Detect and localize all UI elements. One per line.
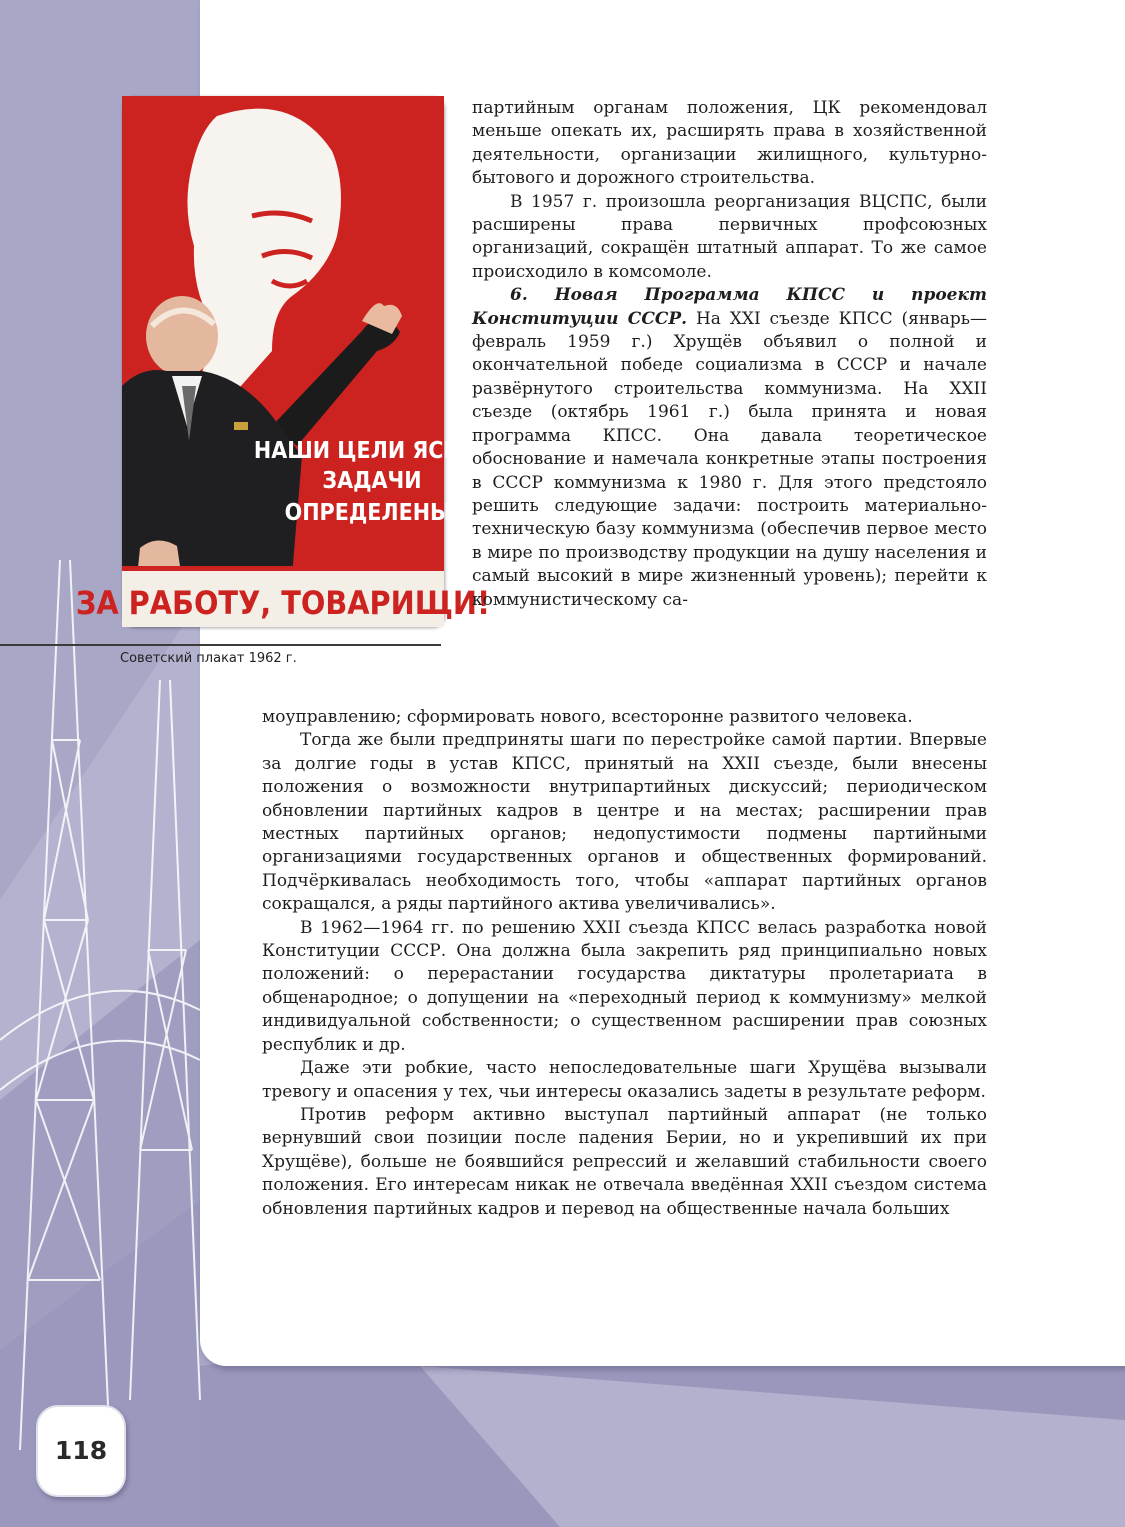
poster-banner-text: ЗА РАБОТУ, ТОВАРИЩИ! — [75, 584, 491, 622]
paragraph-2: В 1957 г. произошла реорганизация ВЦСПС, были расширены права первичных профсоюзных организаций, сокращён штатный аппарат. То же самое происходило в комсомоле. — [472, 191, 987, 282]
paragraph-5: В 1962—1964 гг. по решению XXII съезда КПСС велась разработка новой Конституции СССР. Она должна была закрепить ряд принципиально новых положений: о перерастании государства диктатуры пролетариата в общенародное; о допущении на «переходный период к коммунизму» мелкой индивидуальной собственности; о существенном расширении прав союзных республик и др. — [262, 917, 987, 1055]
poster-slogan-line-1: НАШИ ЦЕЛИ ЯСНЫ, — [253, 438, 491, 464]
caption-divider — [0, 644, 441, 646]
page-number: 118 — [36, 1405, 126, 1497]
paragraph-3-text: На XXI съезде КПСС (январь—февраль 1959 г.) Хрущёв объявил о полной и окончательной победе социализма в СССР и начале развёрнутого строительства коммунизма. На XXII съезде (октябрь 1961 г.) была принята и новая программа КПСС. Она давала теоретическое обоснование и намечала конкретные этапы построения в СССР коммунизма к 1980 г. Для этого предстояло решить следующие задачи: построить материально-техническую базу коммунизма (обеспечив первое место в мире по производству продукции на душу населения и самый высокий в мире жизненный уровень); перейти к коммунистическому са- — [472, 308, 987, 610]
figure-caption: Советский плакат 1962 г. — [120, 651, 297, 666]
paragraph-4: Тогда же были предприняты шаги по перестройке самой партии. Впервые за долгие годы в устав КПСС, принятый на XXII съезде, были внесены положения о возможности внутрипартийных дискуссий; периодическом обновлении партийных кадров в центре и на местах; расширении прав местных партийных органов; недопустимости подмены партийными организациями государственных органов и общественных формирований. Подчёркивалась необходимость того, чтобы «аппарат партийных органов сокращался, а ряды партийного актива увеличивались». — [262, 730, 987, 915]
paragraph-6: Даже эти робкие, часто непоследовательные шаги Хрущёва вызывали тревогу и опасения у тех, чьи интересы оказались задеты в результате реформ. — [262, 1058, 987, 1102]
poster-slogan-line-3: ОПРЕДЕЛЕНЫ. — [284, 500, 460, 526]
text-column-upper — [472, 97, 987, 612]
section-heading: 6. Новая Программа КПСС и проект Конституции СССР. — [472, 285, 987, 329]
paragraph-1: партийным органам положения, ЦК рекомендовал меньше опекать их, расширять права в хозяйственной деятельности, организации жилищного, культурно-бытового и дорожного строительства. — [472, 98, 987, 189]
paragraph-3-lower: моуправлению; сформировать нового, всесторонне развитого человека. — [262, 707, 913, 727]
text-column-lower — [262, 706, 987, 1221]
poster-slogan-line-2: ЗАДАЧИ — [322, 468, 422, 494]
paragraph-7: Против реформ активно выступал партийный аппарат (не только вернувший свои позиции после падения Берии, но и укрепивший их при Хрущёве), больше не боявшийся репрессий и желавший стабильности своего положения. Его интересам никак не отвечала введённая XXII съездом система обновления партийных кадров и перевод на общественные начала больших — [262, 1104, 987, 1219]
paragraph-3-upper — [472, 284, 987, 612]
soviet-poster-image — [75, 96, 491, 627]
